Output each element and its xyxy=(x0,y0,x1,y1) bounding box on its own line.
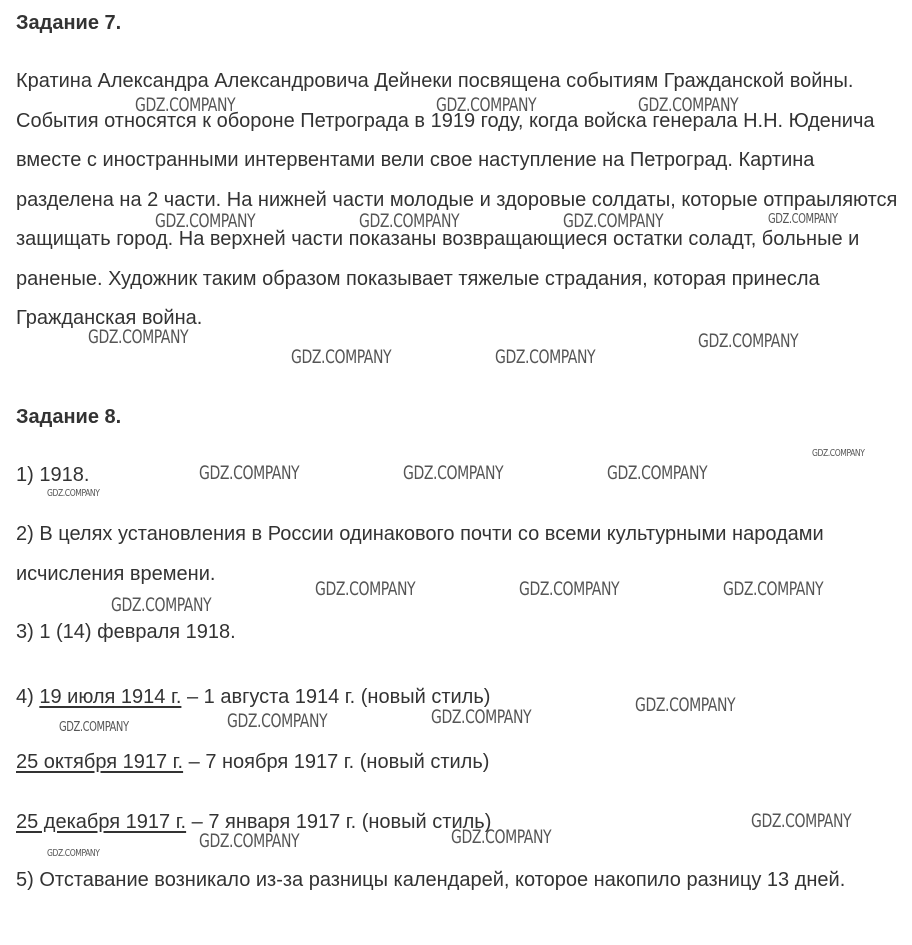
watermark: GDZ.COMPANY xyxy=(698,330,799,352)
watermark: GDZ.COMPANY xyxy=(563,210,664,232)
watermark: GDZ.COMPANY xyxy=(768,212,838,227)
watermark: GDZ.COMPANY xyxy=(227,710,328,732)
answer-4-prefix: 4) xyxy=(16,686,40,708)
watermark: GDZ.COMPANY xyxy=(436,94,537,116)
new-style-date: – 7 января 1917 г. (новый стиль) xyxy=(186,811,492,833)
watermark: GDZ.COMPANY xyxy=(135,94,236,116)
watermark: GDZ.COMPANY xyxy=(155,210,256,232)
answer-5: 5) Отставание возникало из-за разницы календарей, которое накопило разницу 13 дней. xyxy=(16,869,846,891)
answer-2: 2) В целях установления в России одинакового почти со всеми культурными народами исчисления времени. xyxy=(16,523,824,585)
new-style-date: – 1 августа 1914 г. (новый стиль) xyxy=(181,686,491,708)
task-7-text: Кратина Александра Александровича Дейнеки посвящена событиям Гражданской войны. События относятся к обороне Петрограда в 1919 году, когда войска генерала Н.Н. Юденича вместе с иностранными интервентами вели свое наступление на Петроград. Картина разделена на 2 части. На нижней части молодые и здоровые солдаты, которые отпраыляются защищать город. На верхней части показаны возвращающиеся остатки соладт, больные и раненые. Художник таким образом показывает тяжелые страдания, которая принесла Гражданская война. xyxy=(16,70,898,329)
old-style-date: 25 октября 1917 г. xyxy=(16,751,184,773)
watermark: GDZ.COMPANY xyxy=(291,346,392,368)
watermark: GDZ.COMPANY xyxy=(607,462,708,484)
watermark: GDZ.COMPANY xyxy=(812,448,865,459)
task-8-heading: Задание 8. xyxy=(16,406,122,428)
watermark: GDZ.COMPANY xyxy=(111,594,212,616)
watermark: GDZ.COMPANY xyxy=(723,578,824,600)
watermark: GDZ.COMPANY xyxy=(199,462,300,484)
watermark: GDZ.COMPANY xyxy=(431,706,532,728)
watermark: GDZ.COMPANY xyxy=(751,810,852,832)
watermark: GDZ.COMPANY xyxy=(199,830,300,852)
answer-4-row-2 xyxy=(16,749,489,775)
watermark: GDZ.COMPANY xyxy=(519,578,620,600)
watermark: GDZ.COMPANY xyxy=(635,694,736,716)
watermark: GDZ.COMPANY xyxy=(59,720,129,735)
watermark: GDZ.COMPANY xyxy=(638,94,739,116)
answer-4-row-3 xyxy=(16,809,491,835)
old-style-date: 25 декабря 1917 г. xyxy=(16,811,187,833)
new-style-date: – 7 ноября 1917 г. (новый стиль) xyxy=(183,751,490,773)
watermark: GDZ.COMPANY xyxy=(315,578,416,600)
answer-3: 3) 1 (14) февраля 1918. xyxy=(16,621,236,643)
watermark: GDZ.COMPANY xyxy=(88,326,189,348)
watermark: GDZ.COMPANY xyxy=(47,488,100,499)
watermark: GDZ.COMPANY xyxy=(47,848,100,859)
old-style-date: 19 июля 1914 г. xyxy=(39,686,182,708)
answer-4-row-1 xyxy=(16,684,490,710)
watermark: GDZ.COMPANY xyxy=(451,826,552,848)
answer-1: 1) 1918. xyxy=(16,464,90,486)
watermark: GDZ.COMPANY xyxy=(495,346,596,368)
task-7-heading: Задание 7. xyxy=(16,12,122,34)
watermark: GDZ.COMPANY xyxy=(403,462,504,484)
watermark: GDZ.COMPANY xyxy=(359,210,460,232)
